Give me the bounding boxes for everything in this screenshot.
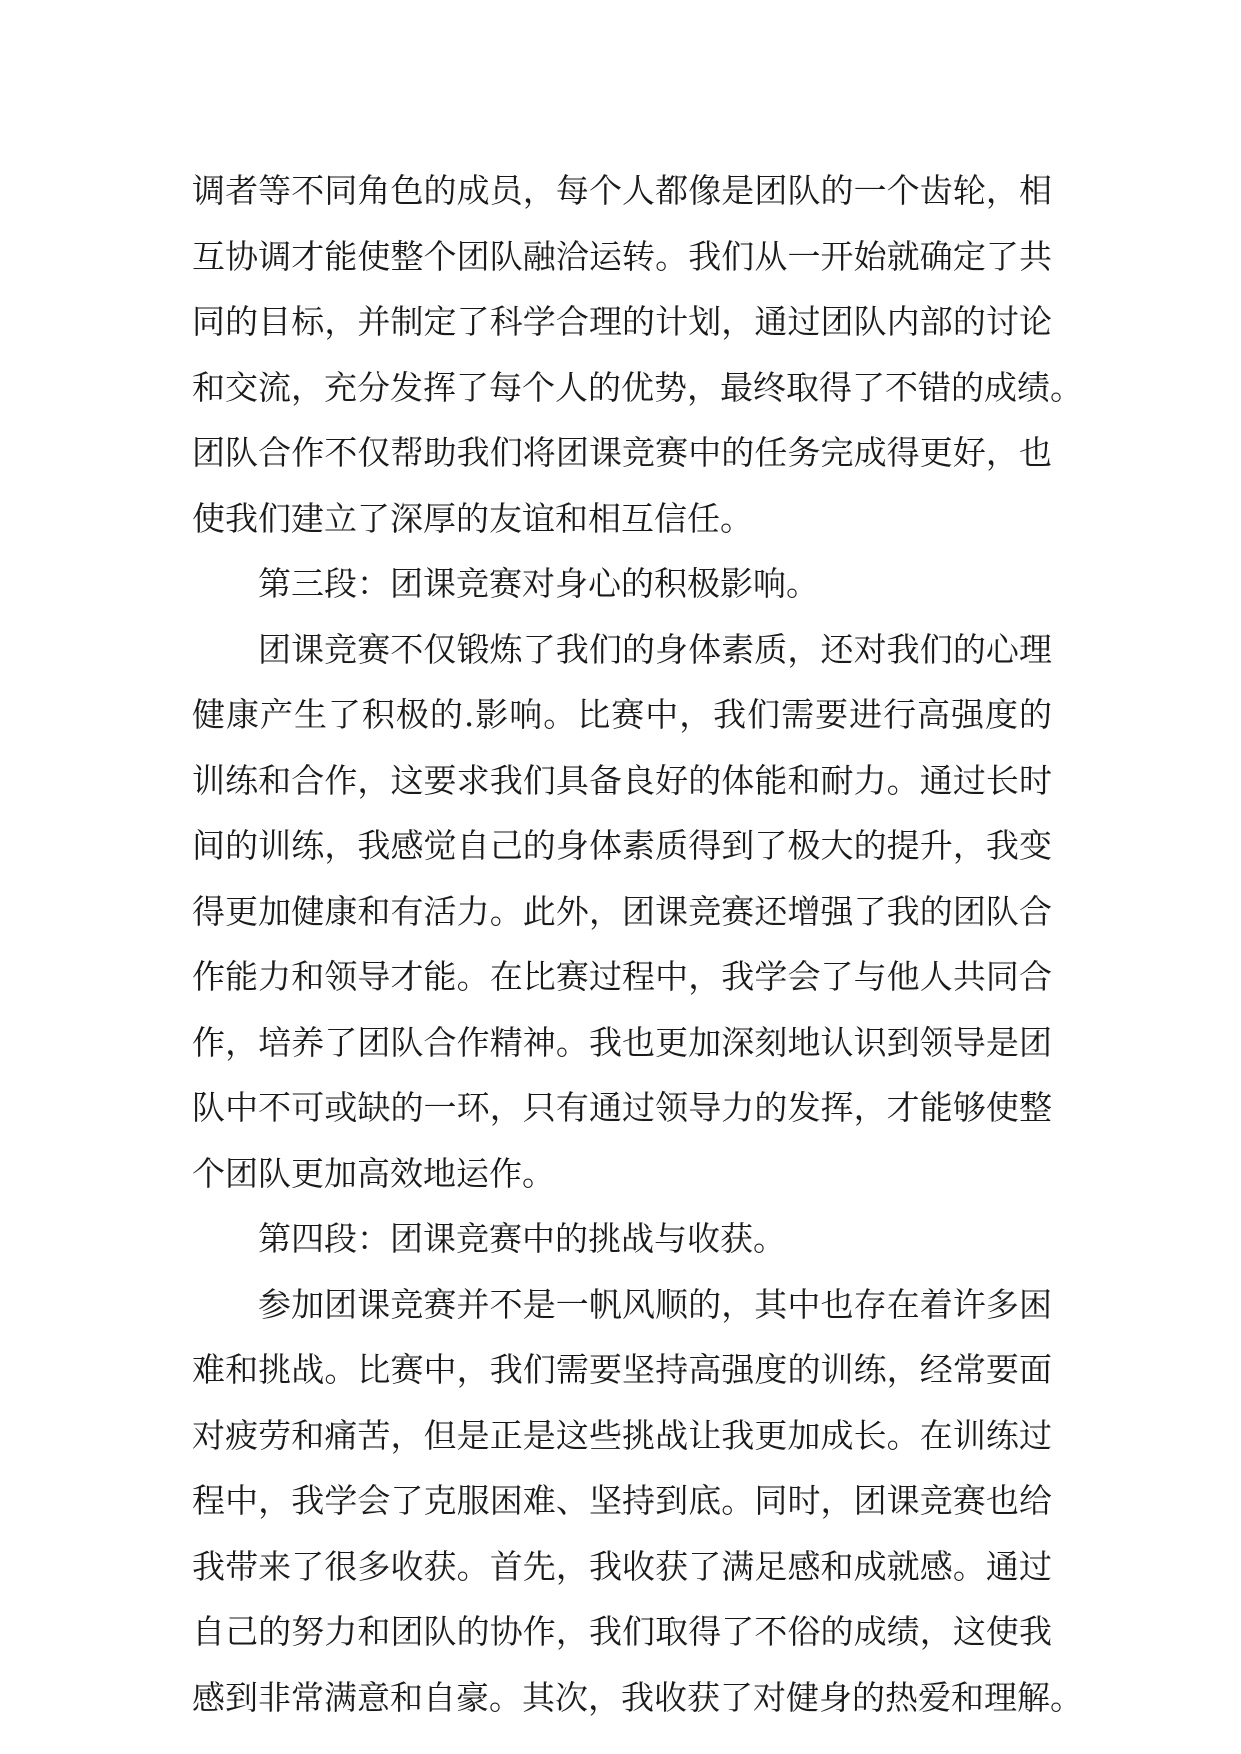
text-line: 得更加健康和有活力。此外，团课竞赛还增强了我的团队合 xyxy=(192,891,1052,931)
section-heading xyxy=(192,551,1052,617)
text-line: 训练和合作，这要求我们具备良好的体能和耐力。通过长时 xyxy=(192,760,1052,800)
text-line: 参加团课竞赛并不是一帆风顺的，其中也存在着许多困 xyxy=(258,1284,1052,1324)
heading-line: 第四段：团课竞赛中的挑战与收获。 xyxy=(258,1219,786,1258)
text-line: 间的训练，我感觉自己的身体素质得到了极大的提升，我变 xyxy=(192,826,1052,865)
text-line: 团课竞赛不仅锻炼了我们的身体素质，还对我们的心理 xyxy=(258,629,1052,669)
text-line: 使我们建立了深厚的友谊和相互信任。 xyxy=(192,498,753,538)
paragraph xyxy=(192,617,1052,1207)
text-line: 我带来了很多收获。首先，我收获了满足感和成就感。通过 xyxy=(192,1546,1052,1586)
text-line: 作，培养了团队合作精神。我也更加深刻地认识到领导是团 xyxy=(192,1022,1052,1062)
text-line: 感到非常满意和自豪。其次，我收获了对健身的热爱和理解。 xyxy=(192,1677,1083,1717)
text-line: 调者等不同角色的成员，每个人都像是团队的一个齿轮，相 xyxy=(192,171,1052,210)
text-line: 难和挑战。比赛中，我们需要坚持高强度的训练，经常要面 xyxy=(192,1350,1052,1389)
text-line: 互协调才能使整个团队融洽运转。我们从一开始就确定了共 xyxy=(192,236,1052,276)
text-line: 同的目标，并制定了科学合理的计划，通过团队内部的讨论 xyxy=(192,302,1052,341)
text-line: 和交流，充分发挥了每个人的优势，最终取得了不错的成绩。 xyxy=(192,367,1083,407)
text-line: 对疲劳和痛苦，但是正是这些挑战让我更加成长。在训练过 xyxy=(192,1415,1052,1455)
text-line: 队中不可或缺的一环，只有通过领导力的发挥，才能够使整 xyxy=(192,1088,1052,1127)
text-line: 团队合作不仅帮助我们将团课竞赛中的任务完成得更好，也 xyxy=(192,433,1052,472)
text-line: 作能力和领导才能。在比赛过程中，我学会了与他人共同合 xyxy=(192,957,1052,996)
text-line: 健康产生了积极的.影响。比赛中，我们需要进行高强度的 xyxy=(192,695,1052,734)
text-line: 个团队更加高效地运作。 xyxy=(192,1153,555,1193)
section-heading xyxy=(192,1206,1052,1272)
document-body xyxy=(192,158,1083,1730)
text-line: 程中，我学会了克服困难、坚持到底。同时，团课竞赛也给 xyxy=(192,1481,1052,1520)
paragraph xyxy=(192,158,1083,551)
paragraph xyxy=(192,1272,1083,1731)
heading-line: 第三段：团课竞赛对身心的积极影响。 xyxy=(258,564,819,603)
text-line: 自己的努力和团队的协作，我们取得了不俗的成绩，这使我 xyxy=(192,1612,1052,1651)
